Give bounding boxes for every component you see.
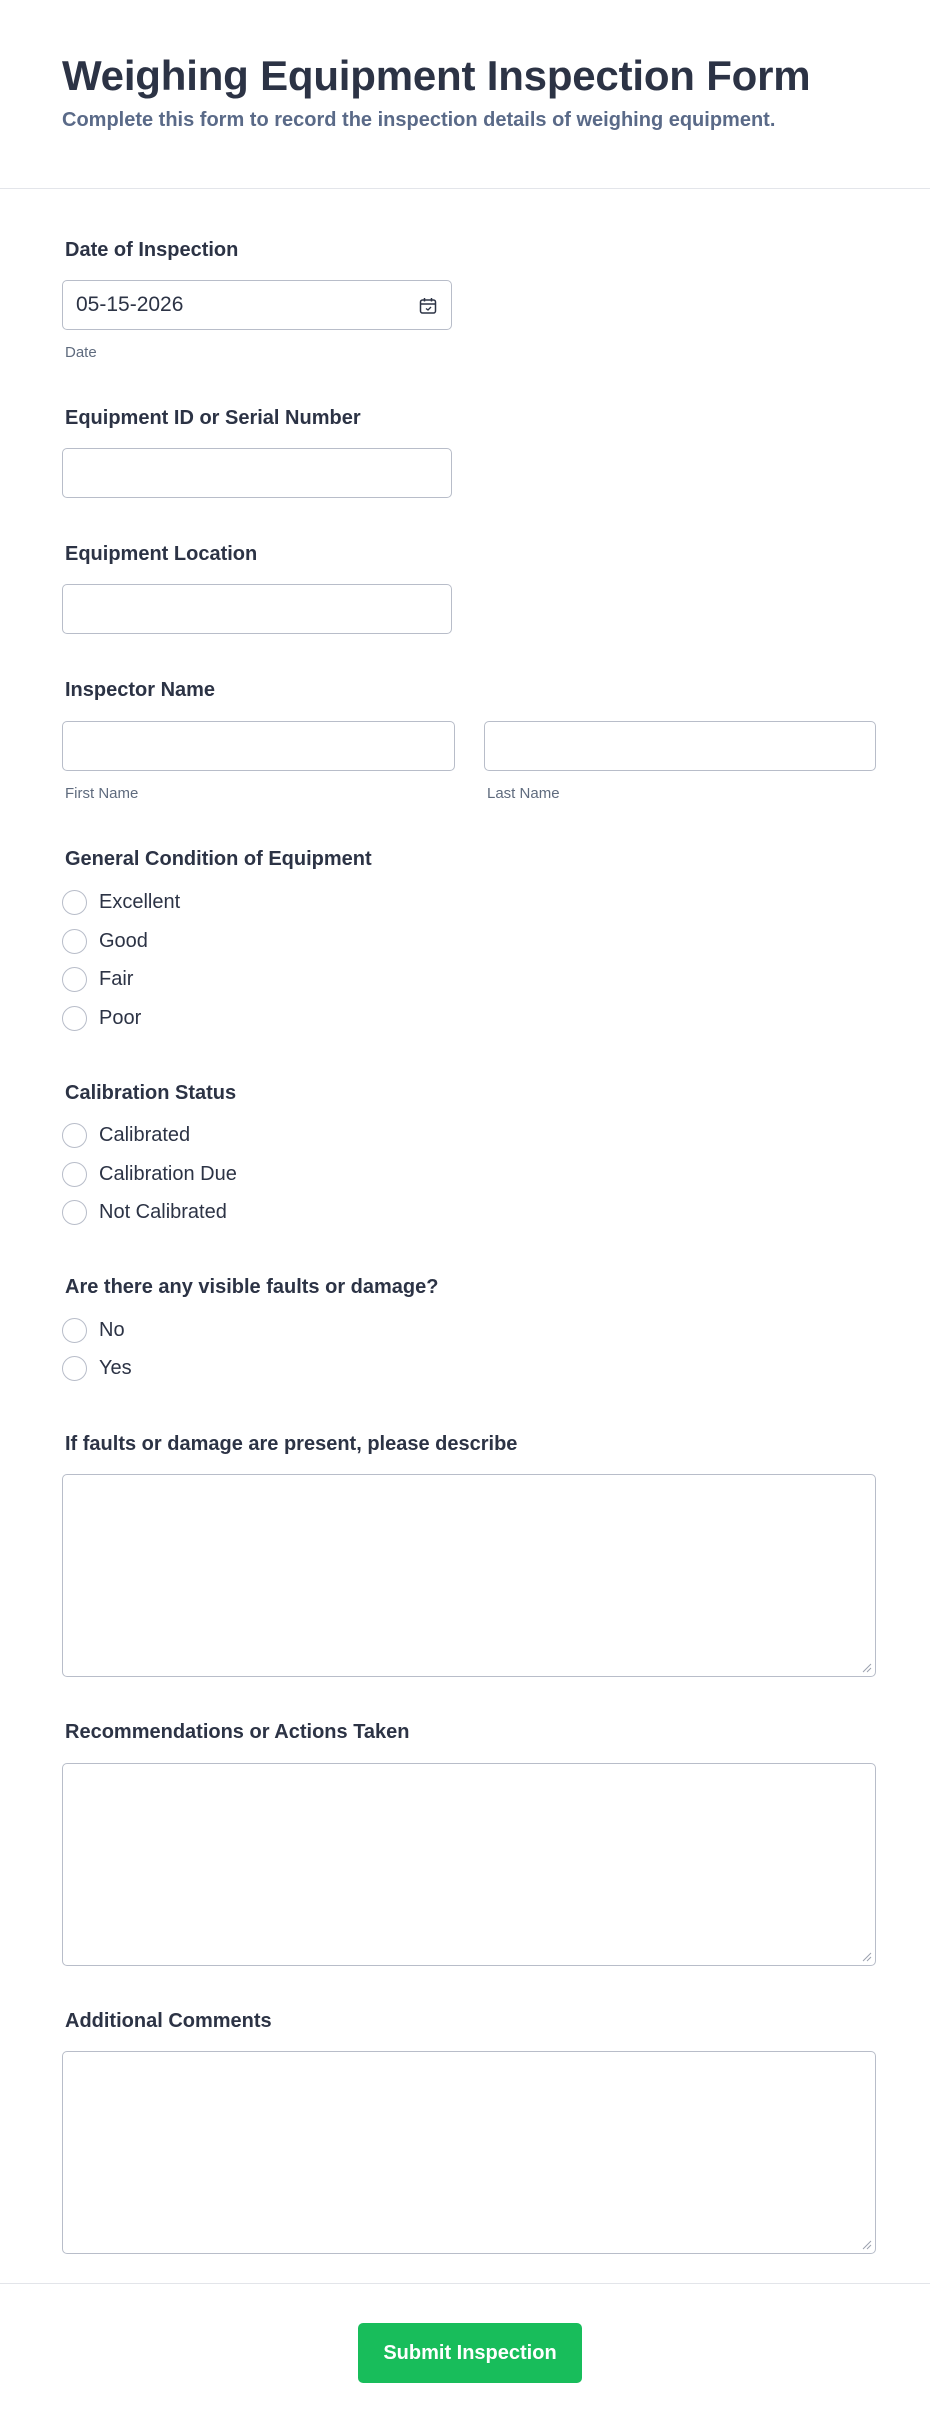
radio-label: Not Calibrated (99, 1201, 227, 1223)
faults-description-label: If faults or damage are present, please describe (65, 1433, 518, 1455)
last-name-input[interactable] (484, 721, 876, 771)
last-name-sublabel: Last Name (487, 785, 560, 802)
faults-label: Are there any visible faults or damage? (65, 1276, 439, 1298)
radio-label: Good (99, 930, 148, 952)
radio-button[interactable] (62, 890, 87, 915)
date-of-inspection-label: Date of Inspection (65, 239, 239, 261)
radio-label: Calibrated (99, 1124, 191, 1146)
radio-label: Poor (99, 1007, 142, 1029)
radio-button[interactable] (62, 929, 87, 954)
form-subtitle: Complete this form to record the inspection details of weighing equipment. (62, 109, 776, 131)
radio-label: Yes (99, 1357, 132, 1379)
additional-comments-textarea[interactable] (62, 2051, 876, 2254)
radio-button[interactable] (62, 1200, 87, 1225)
equipment-location-label: Equipment Location (65, 543, 258, 565)
recommendations-label: Recommendations or Actions Taken (65, 1721, 410, 1743)
radio-button[interactable] (62, 1356, 87, 1381)
form-header (0, 0, 930, 189)
equipment-location-input[interactable] (62, 584, 452, 634)
calendar-icon[interactable] (418, 296, 438, 316)
radio-button[interactable] (62, 1318, 87, 1343)
form-title: Weighing Equipment Inspection Form (62, 52, 811, 99)
inspector-name-label: Inspector Name (65, 679, 216, 701)
general-condition-label: General Condition of Equipment (65, 848, 372, 870)
radio-button[interactable] (62, 1123, 87, 1148)
first-name-input[interactable] (62, 721, 455, 771)
date-of-inspection-input[interactable] (62, 280, 452, 330)
additional-comments-label: Additional Comments (65, 2010, 272, 2032)
calibration-status-label: Calibration Status (65, 1082, 237, 1104)
radio-label: Calibration Due (99, 1163, 237, 1185)
resize-handle-icon[interactable] (860, 2238, 872, 2250)
submit-inspection-button[interactable]: Submit Inspection (358, 2323, 582, 2383)
date-value: 05-15-2026 (76, 293, 184, 316)
resize-handle-icon[interactable] (860, 1661, 872, 1673)
radio-button[interactable] (62, 967, 87, 992)
radio-button[interactable] (62, 1006, 87, 1031)
equipment-id-input[interactable] (62, 448, 452, 498)
equipment-id-label: Equipment ID or Serial Number (65, 407, 361, 429)
resize-handle-icon[interactable] (860, 1950, 872, 1962)
first-name-sublabel: First Name (65, 785, 139, 802)
radio-label: No (99, 1319, 125, 1341)
radio-button[interactable] (62, 1162, 87, 1187)
date-sublabel: Date (65, 344, 97, 361)
radio-label: Excellent (99, 891, 181, 913)
recommendations-textarea[interactable] (62, 1763, 876, 1966)
faults-description-textarea[interactable] (62, 1474, 876, 1677)
radio-label: Fair (99, 968, 134, 990)
footer-divider (0, 2283, 930, 2284)
